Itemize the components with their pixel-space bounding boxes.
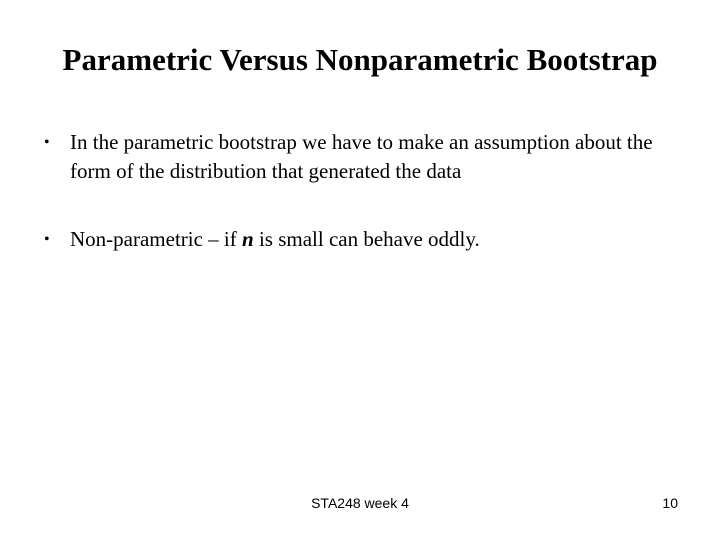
bullet-item-1 bbox=[44, 128, 684, 186]
bullet-text-2 bbox=[70, 225, 684, 254]
footer-course: STA248 week 4 bbox=[311, 495, 409, 511]
bullet-text-1: In the parametric bootstrap we have to make an assumption about the form of the distribution that generated the data bbox=[70, 130, 653, 183]
bullet-item-2 bbox=[44, 225, 684, 254]
bullet-list bbox=[44, 128, 684, 254]
slide-title: Parametric Versus Nonparametric Bootstrap bbox=[62, 42, 658, 77]
bullet-text-2-before: Non-parametric – if bbox=[70, 227, 243, 251]
bullet-text-2-after: is small can behave oddly. bbox=[253, 227, 480, 251]
bullet-text-2-variable: n bbox=[242, 227, 254, 251]
footer-page-number: 10 bbox=[662, 495, 678, 511]
bullet-marker: • bbox=[44, 231, 50, 248]
bullet-marker: • bbox=[44, 134, 50, 151]
